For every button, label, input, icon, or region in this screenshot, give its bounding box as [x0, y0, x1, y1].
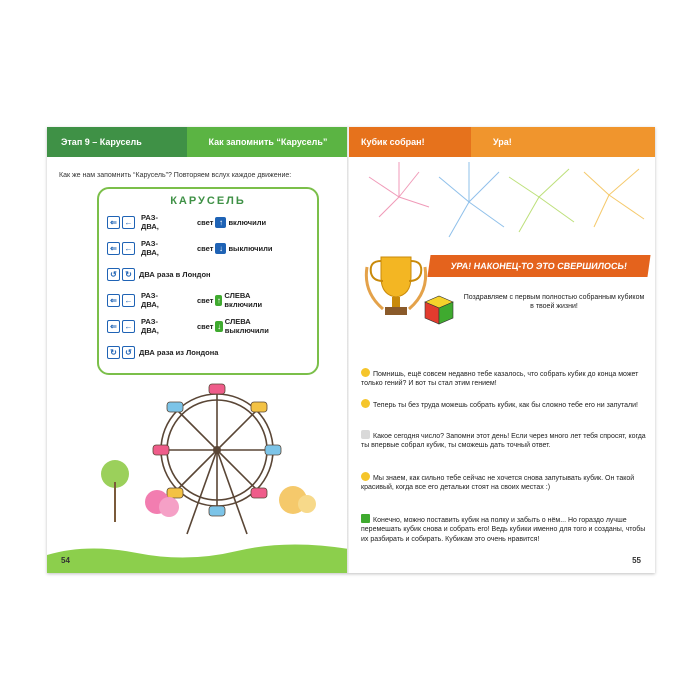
book-spread	[47, 127, 655, 573]
left-header-stage: Этап 9 – Карусель	[47, 127, 187, 157]
carousel-title: КАРУСЕЛЬ	[170, 195, 246, 207]
paragraph-text: Какое сегодня число? Запомни этот день! Если через много лет тебя спросят, когда ты впервые собрал кубик, ты сможешь дать точный ответ.	[361, 433, 646, 450]
rotate-cw-key-icon: ↺	[122, 346, 135, 359]
move-action: СЛЕВА включили	[224, 291, 263, 309]
move-row-6	[107, 345, 218, 359]
paragraph-date	[361, 430, 647, 451]
move-word: свет	[197, 217, 214, 227]
rotate-cw-key-icon: ↻	[107, 346, 120, 359]
heart-eyes-emoji-icon	[361, 472, 370, 481]
paragraph-text: Теперь ты без труда можешь собрать кубик, как бы сложно тебе его ни запутали!	[373, 402, 638, 409]
celebration-banner: УРА! НАКОНЕЦ-ТО ЭТО СВЕРШИЛОСЬ!	[427, 255, 650, 277]
arrow-down-green-icon: ↓	[217, 321, 222, 331]
arrow-left-key-icon: ⇐	[107, 294, 120, 307]
cube-emoji-icon	[361, 514, 370, 523]
rubiks-cube-icon	[421, 292, 457, 328]
move-row-1	[107, 213, 267, 231]
move-row-2	[107, 239, 273, 257]
right-page	[349, 127, 655, 573]
paragraph-text: Мы знаем, как сильно тебе сейчас не хочется снова запутывать кубик. Он такой красивый, когда все его детальки стоят на своих местах :)	[361, 475, 635, 492]
arrow-left-key-icon: ⇐	[107, 320, 120, 333]
page-number-left: 54	[61, 556, 70, 565]
move-text: ДВА раза в Лондон	[139, 269, 211, 279]
arrow-up-icon: ↑	[215, 217, 226, 228]
paragraph-easy	[361, 399, 647, 410]
move-text: РАЗ-ДВА,	[141, 213, 159, 231]
arrow-left-key-icon: ←	[122, 320, 135, 333]
paragraph-text: Помнишь, ещё совсем недавно тебе казалось, что собрать кубик до конца может только гений? И вот ты стал этим гением!	[361, 371, 639, 388]
arrow-down-icon: ↓	[215, 243, 226, 254]
move-row-5	[107, 317, 269, 335]
arrow-left-key-icon: ⇐	[107, 216, 120, 229]
move-word: свет	[197, 295, 214, 305]
left-header-topic: Как запомнить “Карусель”	[187, 127, 349, 157]
arrow-left-key-icon: ⇐	[107, 242, 120, 255]
sunglasses-emoji-icon	[361, 368, 370, 377]
move-action: включили	[228, 217, 267, 227]
paragraph-text: Конечно, можно поставить кубик на полку и забыть о нём... Но гораздо лучше перемешать кубик снова и собрать его! Ведь кубики именно для того и созданы, чтобы их разбирать и собирать. Кубикам это очень нравится!	[361, 517, 646, 543]
move-action: СЛЕВА выключили	[224, 317, 269, 335]
paragraph-beautiful	[361, 472, 647, 493]
left-page	[47, 127, 349, 573]
grass-decoration	[47, 535, 349, 573]
move-word: свет	[197, 321, 214, 331]
rotate-ccw-key-icon: ↺	[107, 268, 120, 281]
ferris-wheel-illustration	[87, 382, 317, 542]
arrow-left-key-icon: ←	[122, 294, 135, 307]
carousel-box	[97, 187, 319, 375]
congrats-text: Поздравляем с первым полностью собранным кубиком в твоей жизни!	[463, 294, 645, 311]
smile-emoji-icon	[361, 399, 370, 408]
move-text: РАЗ-ДВА,	[141, 239, 159, 257]
right-header-title: Кубик собран!	[349, 127, 471, 157]
move-text: РАЗ-ДВА,	[141, 317, 159, 335]
rotate-ccw-key-icon: ↻	[122, 268, 135, 281]
arrow-left-key-icon: ←	[122, 242, 135, 255]
move-word: свет	[197, 243, 214, 253]
move-text: ДВА раза из Лондона	[139, 347, 219, 357]
arrow-left-key-icon: ←	[122, 216, 135, 229]
arrow-up-green-icon: ↑	[216, 295, 221, 305]
move-row-3	[107, 267, 211, 281]
move-action: выключили	[228, 243, 273, 253]
fireworks-illustration	[359, 157, 649, 257]
paragraph-genius	[361, 368, 647, 389]
paragraph-shelf	[361, 514, 647, 544]
move-row-4	[107, 291, 263, 309]
intro-text: Как же нам запомнить “Карусель”? Повторяем вслух каждое движение:	[59, 172, 292, 179]
move-text: РАЗ-ДВА,	[141, 291, 159, 309]
page-number-right: 55	[632, 556, 641, 565]
calendar-icon	[361, 430, 370, 439]
right-header-cheer: Ура!	[471, 127, 655, 157]
